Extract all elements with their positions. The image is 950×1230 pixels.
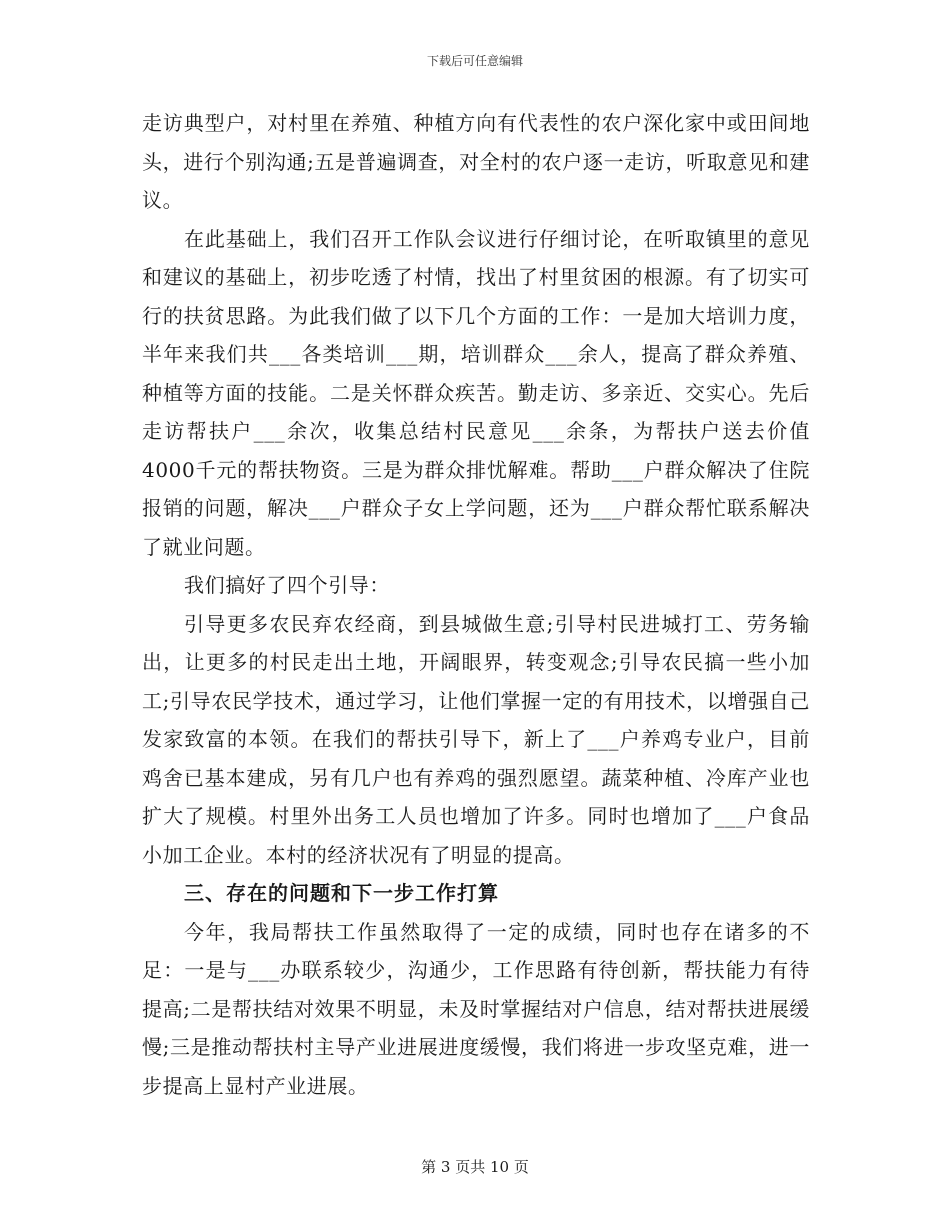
paragraph-problems: 今年，我局帮扶工作虽然取得了一定的成绩，同时也存在诸多的不足：一是与___办联系较少，沟通少，工作思路有待创新，帮扶能力有待提高;二是帮扶结对效果不明显，未及时掌握结对户信息，结对帮扶进展缓慢;三是推动帮扶村主导产业进展进度缓慢，我们将进一步攻坚克难，进一步提高上显村产业进展。 <box>142 919 810 1098</box>
document-body <box>142 104 810 1105</box>
page-header: 下载后可任意编辑 <box>426 54 523 68</box>
section-heading: 三、存在的问题和下一步工作打算 <box>184 881 499 905</box>
paragraph-four-guides-intro: 我们搞好了四个引导： <box>184 573 390 597</box>
paragraph-continuation: 走访典型户，对村里在养殖、种植方向有代表性的农户深化家中或田间地头，进行个别沟通;五是普遍调查，对全村的农户逐一走访，听取意见和建议。 <box>142 111 810 212</box>
page-number: 第 3 页共 10 页 <box>421 1158 529 1176</box>
paragraph-four-guides: 引导更多农民弃农经商，到县城做生意;引导村民进城打工、劳务输出，让更多的村民走出土地，开阔眼界，转变观念;引导农民搞一些小加工;引导农民学技术，通过学习，让他们掌握一定的有用技术，以增强自己发家致富的本领。在我们的帮扶引导下，新上了___户养鸡专业户，目前鸡舍已基本建成，另有几户也有养鸡的强烈愿望。蔬菜种植、冷库产业也扩大了规模。村里外出务工人员也增加了许多。同时也增加了___户食品小加工企业。本村的经济状况有了明显的提高。 <box>142 611 810 867</box>
paragraph-work-summary: 在此基础上，我们召开工作队会议进行仔细讨论，在听取镇里的意见和建议的基础上，初步吃透了村情，找出了村里贫困的根源。有了切实可行的扶贫思路。为此我们做了以下几个方面的工作：一是加大培训力度，半年来我们共___各类培训___期，培训群众___余人，提高了群众养殖、种植等方面的技能。二是关怀群众疾苦。勤走访、多亲近、交实心。先后走访帮扶户___余次，收集总结村民意见___余条，为帮扶户送去价值4000千元的帮扶物资。三是为群众排忧解难。帮助___户群众解决了住院报销的问题，解决___户群众子女上学问题，还为___户群众帮忙联系解决了就业问题。 <box>142 226 810 559</box>
